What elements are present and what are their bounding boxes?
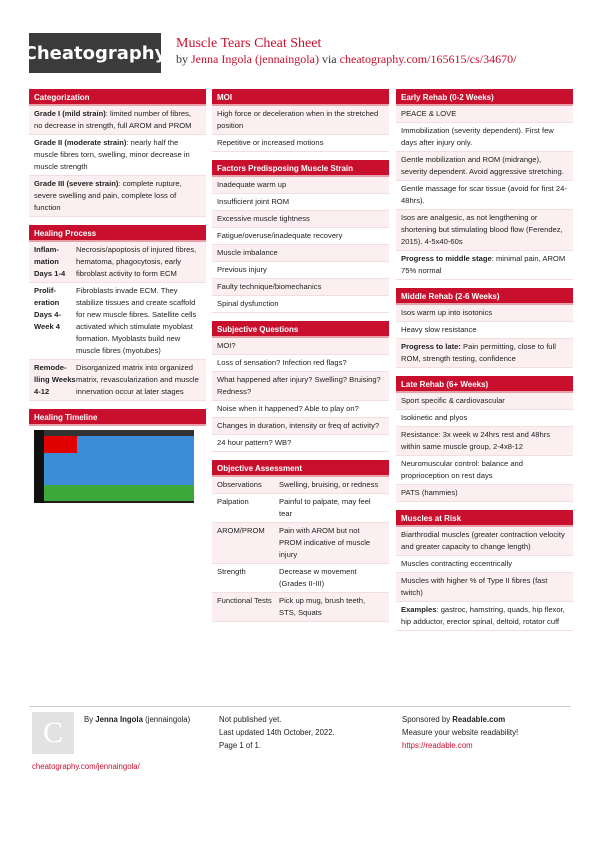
table-row: AROM/PROM Pain with AROM but not PROM indicative of muscle injury xyxy=(212,523,389,564)
section-header: Healing Process xyxy=(29,225,206,242)
section-header: Late Rehab (6+ Weeks) xyxy=(396,376,573,393)
sheet-url-link[interactable]: cheatography.com/165615/cs/34670/ xyxy=(339,52,517,66)
footer-author: By Jenna Ingola (jennaingola) xyxy=(84,715,191,724)
late-rehab-section xyxy=(396,376,573,502)
section-header: Early Rehab (0-2 Weeks) xyxy=(396,89,573,106)
list-item: Biarthrodial muscles (greater contraction velocity and greater capacity to change length) xyxy=(396,527,573,556)
section-header: Muscles at Risk xyxy=(396,510,573,527)
list-item: Inadequate warm up xyxy=(212,177,389,194)
list-item: Excessive muscle tightness xyxy=(212,211,389,228)
categorization-section xyxy=(29,89,206,217)
list-item: PEACE & LOVE xyxy=(396,106,573,123)
list-item: Isos warm up into isotonics xyxy=(396,305,573,322)
middle-rehab-section xyxy=(396,288,573,368)
list-item: Changes in duration, intensity or freq of activity? xyxy=(212,418,389,435)
author-link[interactable]: Jenna Ingola (jennaingola) xyxy=(191,52,319,66)
list-item: Progress to late: Pain permitting, close to full ROM, strength testing, confidence xyxy=(396,339,573,368)
list-item: Spinal dysfunction xyxy=(212,296,389,313)
muscles-at-risk-section xyxy=(396,510,573,631)
early-rehab-section xyxy=(396,89,573,280)
table-row: Proliferation Days 4-Week 4 Fibroblasts invade ECM. They stabilize tissues and create scaffold for new muscle fibres. Satellite cells activated which stimulate myoblast formation. Myoblasts build new muscle fibres (myotubes) xyxy=(29,283,206,360)
table-row: Observations Swelling, bruising, or redness xyxy=(212,477,389,494)
list-item: 24 hour pattern? WB? xyxy=(212,435,389,452)
list-item: Loss of sensation? Infection red flags? xyxy=(212,355,389,372)
healing-process-section xyxy=(29,225,206,401)
healing-timeline-image xyxy=(34,430,194,503)
byline: by Jenna Ingola (jennaingola) via cheatography.com/165615/cs/34670/ xyxy=(176,52,517,66)
list-item: Muscle imbalance xyxy=(212,245,389,262)
cheatography-logo[interactable]: Cheatography xyxy=(29,33,161,73)
list-item: Insufficient joint ROM xyxy=(212,194,389,211)
list-item: Muscles with higher % of Type II fibres (fast twitch) xyxy=(396,573,573,602)
list-item: Neuromuscular control: balance and proprioception on rest days xyxy=(396,456,573,485)
cheatography-c-icon: C xyxy=(32,712,74,754)
list-item: Gentle mobilization and ROM (midrange), severity dependent. Avoid aggressive stretching. xyxy=(396,152,573,181)
list-item: Isokinetic and plyos xyxy=(396,410,573,427)
section-header: MOI xyxy=(212,89,389,106)
section-header: Factors Predisposing Muscle Strain xyxy=(212,160,389,177)
list-item: PATS (hammies) xyxy=(396,485,573,502)
subjective-section xyxy=(212,321,389,452)
list-item: Fatigue/overuse/inadequate recovery xyxy=(212,228,389,245)
footer-meta: Not published yet. Last updated 14th October, 2022. Page 1 of 1. xyxy=(219,715,335,750)
list-item: Immobilization (severity dependent). First few days after injury only. xyxy=(396,123,573,152)
list-item: MOI? xyxy=(212,338,389,355)
list-item: Sport specific & cardiovascular xyxy=(396,393,573,410)
list-item: Noise when it happened? Able to play on? xyxy=(212,401,389,418)
objective-section xyxy=(212,460,389,622)
list-item: Examples: gastroc, hamstring, quads, hip flexor, hip adductor, erector spinal, deltoid, rotator cuff xyxy=(396,602,573,631)
footer-profile xyxy=(32,760,140,773)
section-header: Healing Timeline xyxy=(29,409,206,426)
list-item: High force or deceleration when in the stretched position xyxy=(212,106,389,135)
table-row: Functional Tests Pick up mug, brush teeth, STS, Squats xyxy=(212,593,389,622)
list-item: Heavy slow resistance xyxy=(396,322,573,339)
factors-section xyxy=(212,160,389,313)
table-row: Inflammation Days 1-4 Necrosis/apoptosis of injured fibres, hematoma, phagocytosis, early fibroblast activity to form ECM xyxy=(29,242,206,283)
list-item: Isos are analgesic, as not lengthening or shortening but stimulating blood flow (Ferendez, 2015). 4-5x40-60s xyxy=(396,210,573,251)
section-header: Middle Rehab (2-6 Weeks) xyxy=(396,288,573,305)
section-header: Categorization xyxy=(29,89,206,106)
healing-timeline-section xyxy=(29,409,206,512)
table-row: Strength Decrease w movement (Grades II-III) xyxy=(212,564,389,593)
moi-section xyxy=(212,89,389,152)
list-item: Gentle massage for scar tissue (avoid for first 24-48hrs). xyxy=(396,181,573,210)
section-header: Objective Assessment xyxy=(212,460,389,477)
list-item: Grade I (mild strain): limited number of fibres, no decrease in strength, full AROM and PROM xyxy=(29,106,206,135)
table-row: Palpation Painful to palpate, may feel tear xyxy=(212,494,389,523)
profile-link[interactable]: cheatography.com/jennaingola/ xyxy=(32,762,140,771)
list-item: What happened after injury? Swelling? Bruising? Redness? xyxy=(212,372,389,401)
list-item: Grade II (moderate strain): nearly half the muscle fibres torn, swelling, minor decrease in muscle strength xyxy=(29,135,206,176)
list-item: Previous injury xyxy=(212,262,389,279)
page-title: Muscle Tears Cheat Sheet xyxy=(176,36,322,51)
section-header: Subjective Questions xyxy=(212,321,389,338)
readable-link[interactable]: https://readable.com xyxy=(402,741,473,750)
footer-divider xyxy=(29,706,571,707)
list-item: Repetitive or increased motions xyxy=(212,135,389,152)
list-item: Muscles contracting eccentrically xyxy=(396,556,573,573)
table-row: Remodelling Weeks 4-12 Disorganized matrix into organized matrix, revascularization and muscle innervation occur at later stages xyxy=(29,360,206,401)
list-item: Faulty technique/biomechanics xyxy=(212,279,389,296)
footer-sponsor: Sponsored by Readable.com Measure your website readability! https://readable.com xyxy=(402,715,519,750)
list-item: Resistance: 3x week w 24hrs rest and 48hrs within same muscle group, 2-4x8-12 xyxy=(396,427,573,456)
list-item: Progress to middle stage: minimal pain, AROM 75% normal xyxy=(396,251,573,280)
list-item: Grade III (severe strain): complete rupture, severe swelling and pain, complete loss of function xyxy=(29,176,206,217)
